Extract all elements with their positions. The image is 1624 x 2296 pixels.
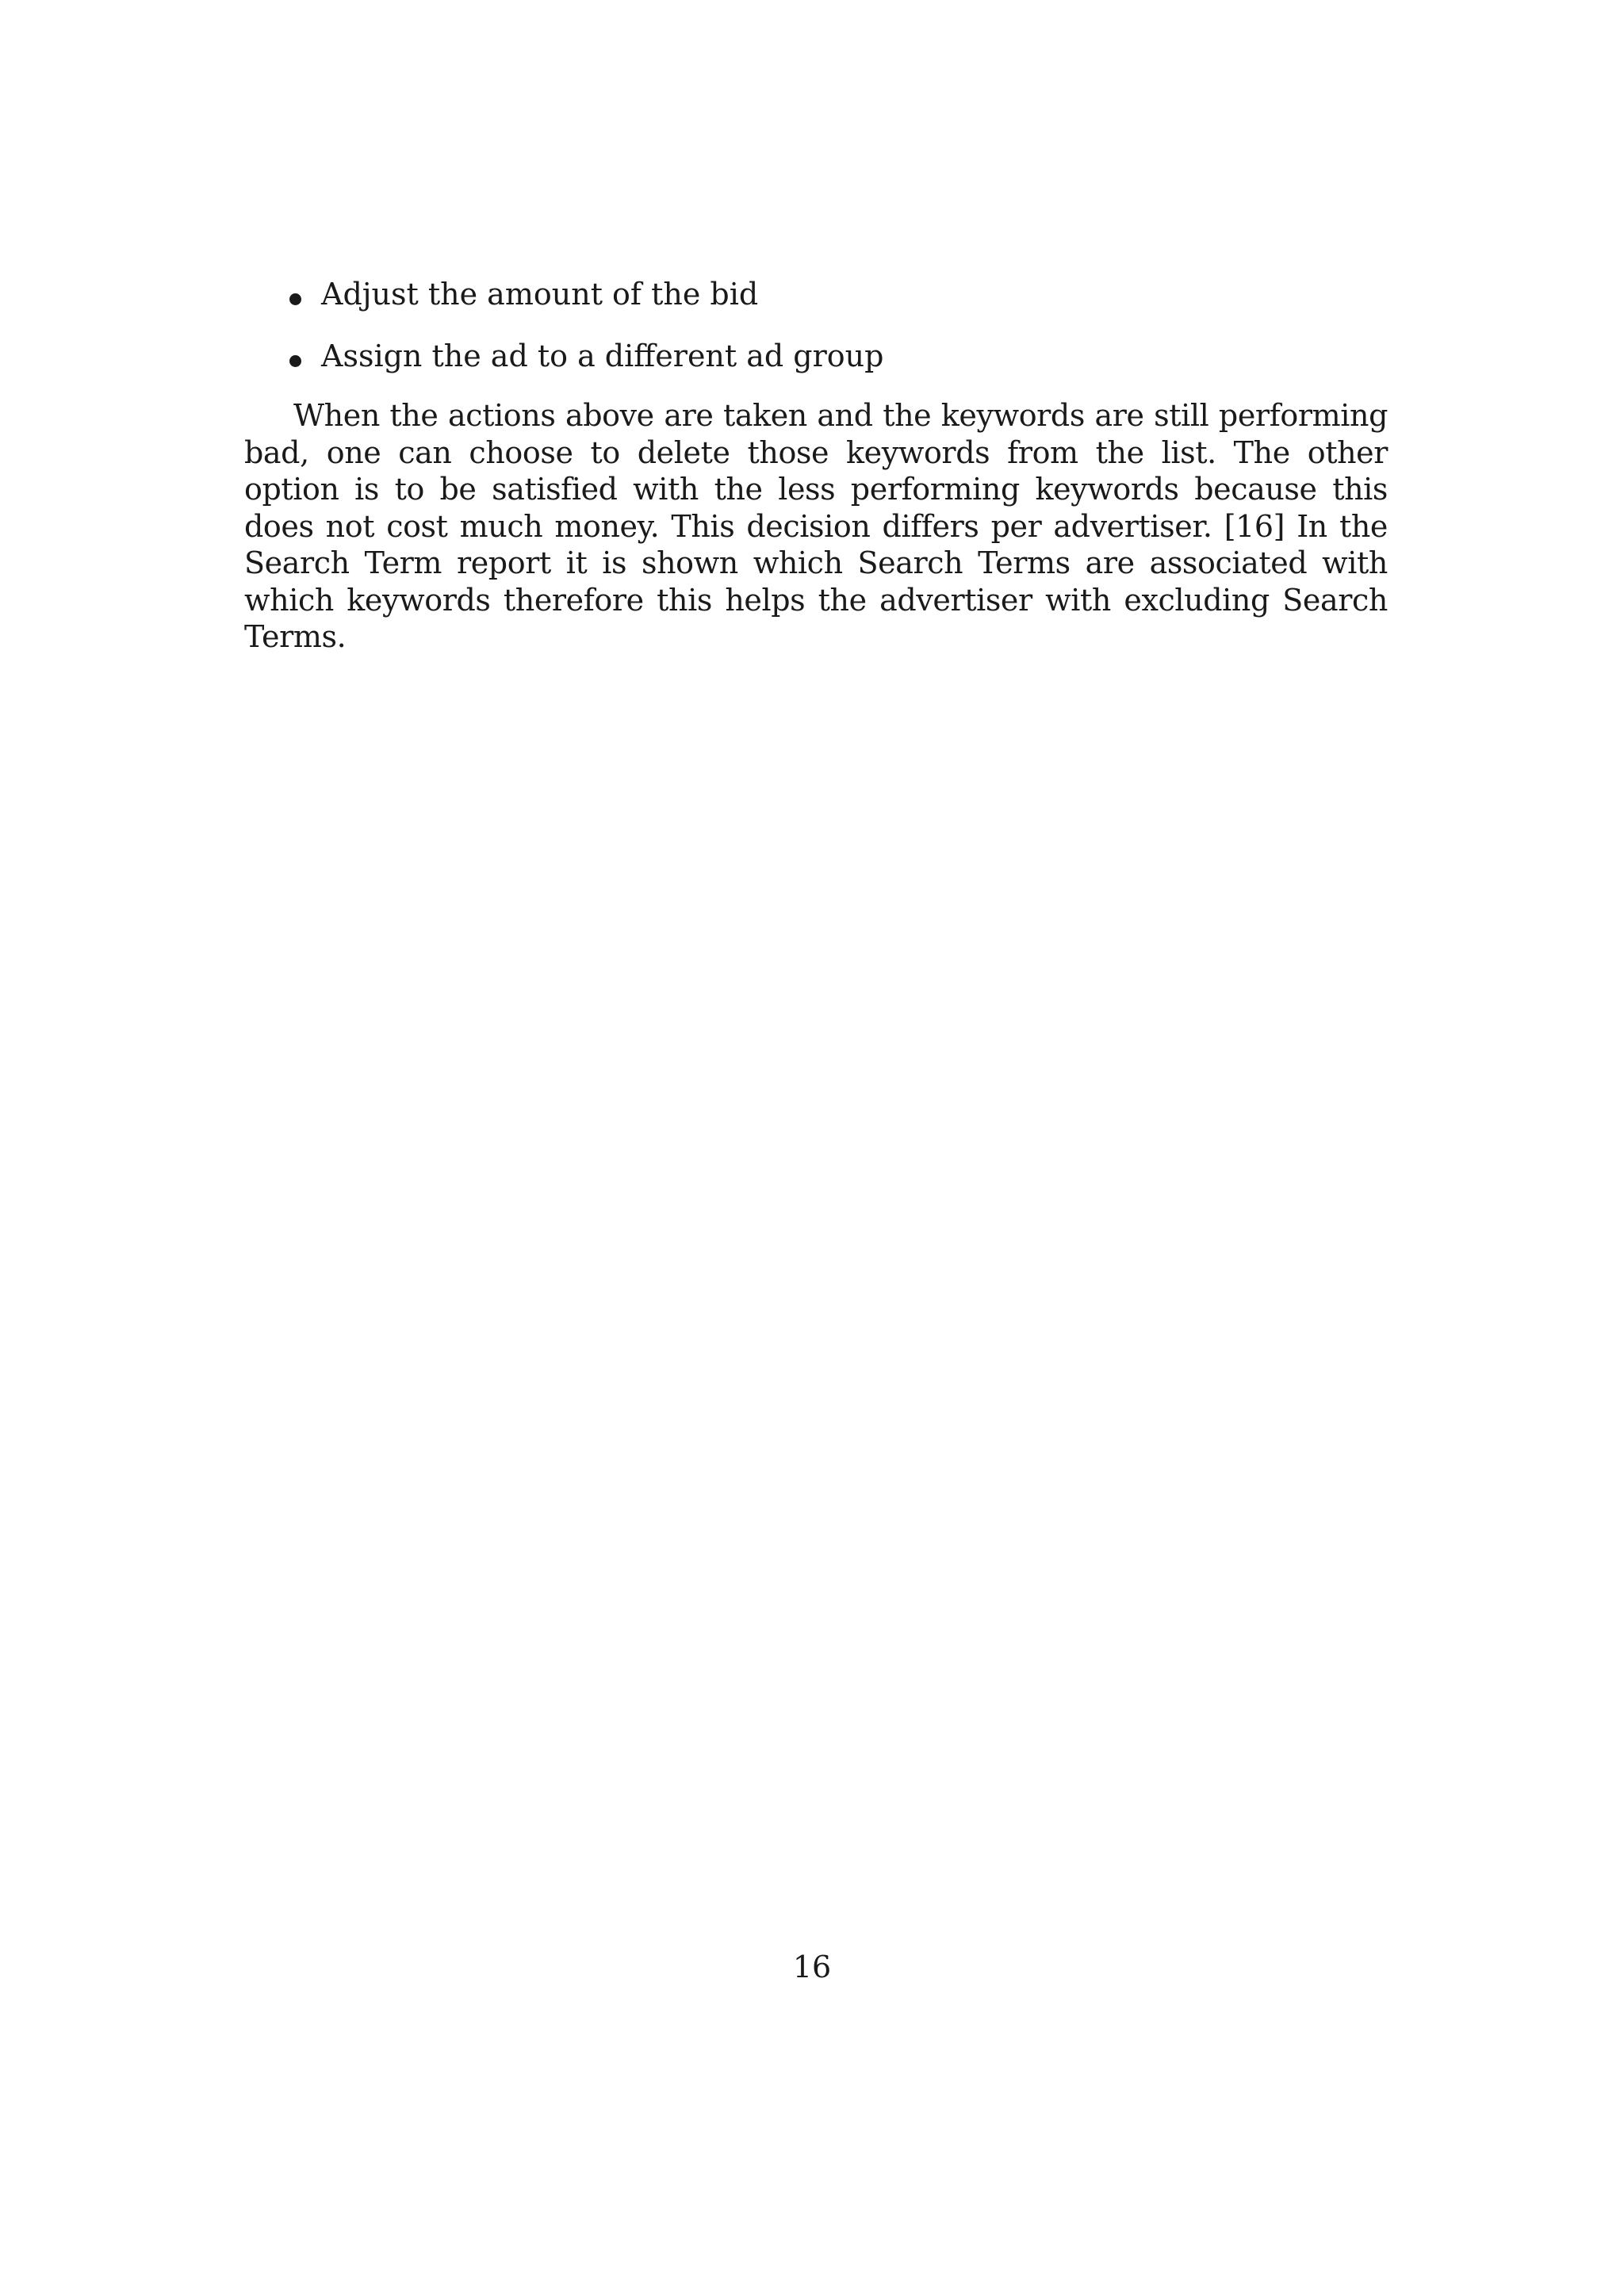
bullet-icon: [289, 293, 301, 305]
page-number: 16: [792, 1950, 832, 1984]
bullet-text: Adjust the amount of the bid: [321, 277, 759, 312]
body-paragraph: When the actions above are taken and the keywords are still performing bad, one can choose to delete those keywords from the list. The other option is to be satisfied with the less performing keywords because this does not cost much money. This decision differs per advertiser. [16] In the Search Term report it is shown which Search Terms are associated with which keywords therefore this helps the advertiser with excluding Search Terms.: [244, 398, 1388, 654]
bullet-icon: [289, 355, 301, 367]
body-text: [244, 276, 1388, 656]
bullet-text: Assign the ad to a different ad group: [321, 338, 884, 373]
bullet-list: [244, 276, 1388, 374]
list-item: [244, 276, 1388, 313]
list-item: [244, 338, 1388, 375]
